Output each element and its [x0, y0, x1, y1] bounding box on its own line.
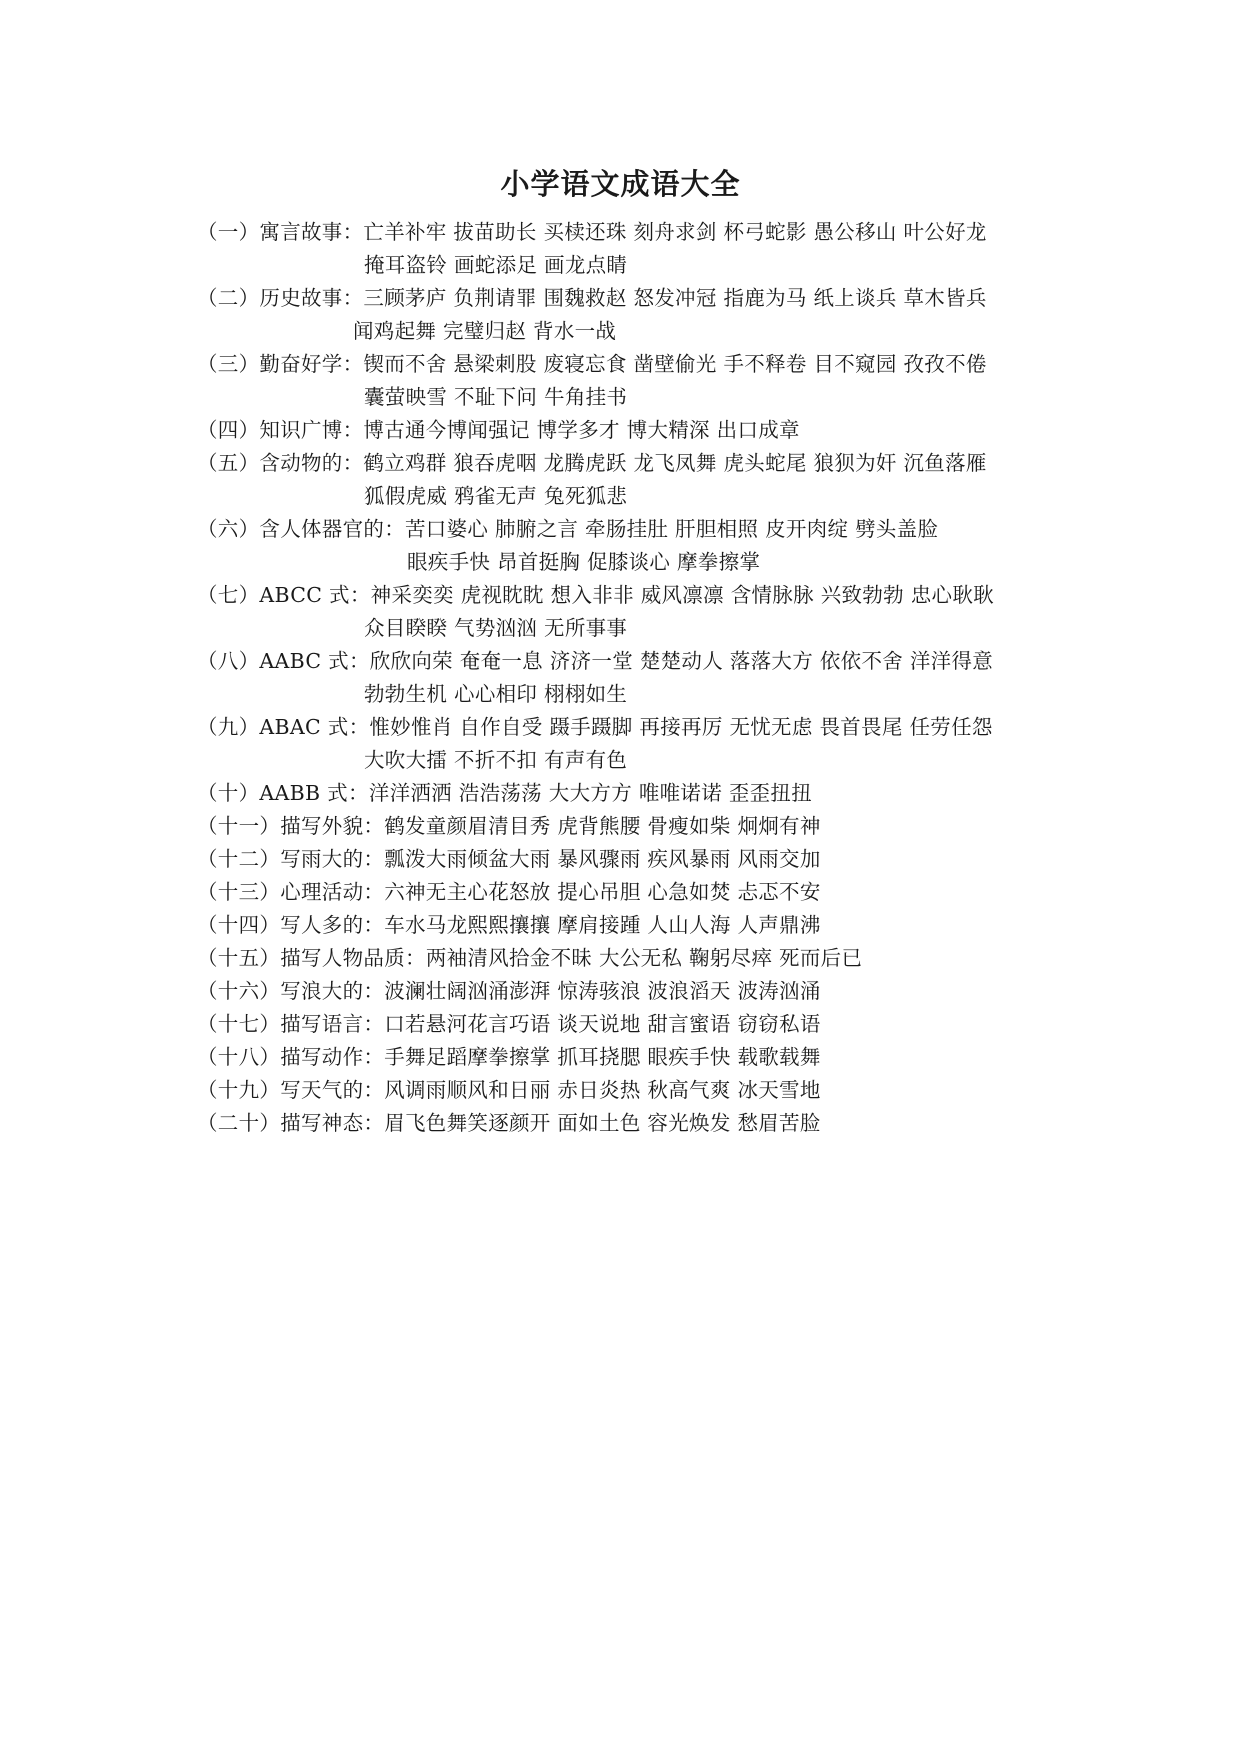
section-label: （十六）写浪大的： — [197, 979, 385, 1003]
section-idioms: 波澜壮阔汹涌澎湃 惊涛骇浪 波浪滔天 波涛汹涌 — [384, 979, 821, 1003]
section-idioms: 三顾茅庐 负荆请罪 围魏救赵 怒发冲冠 指鹿为马 纸上谈兵 草木皆兵 — [363, 286, 987, 310]
section-idioms: 瓢泼大雨倾盆大雨 暴风骤雨 疾风暴雨 风雨交加 — [384, 847, 821, 871]
section-idioms: 神采奕奕 虎视眈眈 想入非非 威风凛凛 含情脉脉 兴致勃勃 忠心耿耿 — [370, 583, 994, 607]
section-label: （十三）心理活动： — [197, 880, 385, 904]
idiom-section — [197, 909, 1077, 942]
section-continuation-line: 勃勃生机 心心相印 栩栩如生 — [364, 682, 628, 706]
section-idioms: 鹤发童颜眉清目秀 虎背熊腰 骨瘦如柴 炯炯有神 — [384, 814, 821, 838]
idiom-section — [197, 942, 1077, 975]
section-first-line — [197, 645, 1077, 678]
idiom-section — [197, 975, 1077, 1008]
section-idioms: 锲而不舍 悬梁刺股 废寝忘食 凿壁偷光 手不释卷 目不窥园 孜孜不倦 — [363, 352, 987, 376]
section-continuation-line: 掩耳盗铃 画蛇添足 画龙点睛 — [364, 253, 628, 277]
section-first-line — [197, 513, 1077, 546]
idiom-section — [197, 810, 1077, 843]
section-label: （三）勤奋好学： — [197, 352, 364, 376]
idiom-section — [197, 579, 1077, 645]
section-label: （一）寓言故事： — [197, 220, 364, 244]
section-continuation-line: 狐假虎威 鸦雀无声 兔死狐悲 — [364, 484, 628, 508]
document-title: 小学语文成语大全 — [500, 167, 741, 201]
idiom-section — [197, 777, 1077, 810]
section-first-line — [197, 414, 1077, 447]
section-idioms: 博古通今博闻强记 博学多才 博大精深 出口成章 — [363, 418, 800, 442]
section-label: （十二）写雨大的： — [197, 847, 385, 871]
idiom-section — [197, 447, 1077, 513]
idiom-section — [197, 1074, 1077, 1107]
section-idioms: 亡羊补牢 拔苗助长 买椟还珠 刻舟求剑 杯弓蛇影 愚公移山 叶公好龙 — [363, 220, 987, 244]
section-first-line — [197, 909, 1077, 942]
section-label: （六）含人体器官的： — [197, 517, 405, 541]
idiom-section — [197, 1041, 1077, 1074]
idiom-sections — [197, 216, 1077, 1140]
section-first-line — [197, 810, 1077, 843]
idiom-section — [197, 348, 1077, 414]
idiom-section — [197, 414, 1077, 447]
section-idioms: 眉飞色舞笑逐颜开 面如土色 容光焕发 愁眉苦脸 — [384, 1111, 821, 1135]
section-first-line — [197, 447, 1077, 480]
idiom-section — [197, 876, 1077, 909]
section-first-line — [197, 1107, 1077, 1140]
section-first-line — [197, 777, 1077, 810]
section-continuation-line: 闻鸡起舞 完璧归赵 背水一战 — [353, 319, 617, 343]
section-label: （十）AABB 式： — [197, 781, 369, 805]
section-label: （二）历史故事： — [197, 286, 364, 310]
idiom-section — [197, 645, 1077, 711]
section-label: （四）知识广博： — [197, 418, 364, 442]
section-idioms: 两袖清风拾金不昧 大公无私 鞠躬尽瘁 死而后已 — [425, 946, 863, 970]
section-first-line — [197, 876, 1077, 909]
section-first-line — [197, 711, 1077, 744]
section-idioms: 六神无主心花怒放 提心吊胆 心急如焚 忐忑不安 — [384, 880, 821, 904]
section-idioms: 口若悬河花言巧语 谈天说地 甜言蜜语 窃窃私语 — [384, 1012, 821, 1036]
idiom-section — [197, 1107, 1077, 1140]
section-idioms: 欣欣向荣 奄奄一息 济济一堂 楚楚动人 落落大方 依依不舍 洋洋得意 — [369, 649, 994, 673]
section-label: （二十）描写神态： — [197, 1111, 385, 1135]
section-label: （九）ABAC 式： — [197, 715, 370, 739]
section-idioms: 洋洋洒洒 浩浩荡荡 大大方方 唯唯诺诺 歪歪扭扭 — [368, 781, 813, 805]
section-first-line — [197, 216, 1077, 249]
section-first-line — [197, 1008, 1077, 1041]
section-label: （五）含动物的： — [197, 451, 364, 475]
section-first-line — [197, 975, 1077, 1008]
idiom-section — [197, 1008, 1077, 1041]
section-label: （十四）写人多的： — [197, 913, 385, 937]
section-idioms: 苦口婆心 肺腑之言 牵肠挂肚 肝胆相照 皮开肉绽 劈头盖脸 — [405, 517, 939, 541]
section-continuation-line: 囊萤映雪 不耻下问 牛角挂书 — [364, 385, 628, 409]
section-idioms: 手舞足蹈摩拳擦掌 抓耳挠腮 眼疾手快 载歌载舞 — [384, 1045, 821, 1069]
idiom-section — [197, 513, 1077, 579]
section-continuation-line: 众目睽睽 气势汹汹 无所事事 — [364, 616, 628, 640]
section-label: （十一）描写外貌： — [197, 814, 385, 838]
section-idioms: 鹤立鸡群 狼吞虎咽 龙腾虎跃 龙飞凤舞 虎头蛇尾 狼狈为奸 沉鱼落雁 — [363, 451, 987, 475]
section-first-line — [197, 579, 1077, 612]
section-continuation-line: 眼疾手快 昂首挺胸 促膝谈心 摩拳擦掌 — [407, 550, 761, 574]
section-first-line — [197, 843, 1077, 876]
section-idioms: 惟妙惟肖 自作自受 蹑手蹑脚 再接再厉 无忧无虑 畏首畏尾 任劳任怨 — [369, 715, 993, 739]
section-label: （十五）描写人物品质： — [197, 946, 426, 970]
section-label: （十八）描写动作： — [197, 1045, 385, 1069]
section-idioms: 风调雨顺风和日丽 赤日炎热 秋高气爽 冰天雪地 — [384, 1078, 821, 1102]
idiom-section — [197, 216, 1077, 282]
section-label: （十九）写天气的： — [197, 1078, 385, 1102]
idiom-section — [197, 843, 1077, 876]
section-first-line — [197, 348, 1077, 381]
section-idioms: 车水马龙熙熙攘攘 摩肩接踵 人山人海 人声鼎沸 — [384, 913, 821, 937]
idiom-section — [197, 711, 1077, 777]
idiom-section — [197, 282, 1077, 348]
section-continuation-line: 大吹大擂 不折不扣 有声有色 — [364, 748, 628, 772]
section-first-line — [197, 1074, 1077, 1107]
section-first-line — [197, 1041, 1077, 1074]
section-label: （十七）描写语言： — [197, 1012, 385, 1036]
section-first-line — [197, 282, 1077, 315]
section-first-line — [197, 942, 1077, 975]
section-label: （八）AABC 式： — [197, 649, 370, 673]
section-label: （七）ABCC 式： — [197, 583, 371, 607]
